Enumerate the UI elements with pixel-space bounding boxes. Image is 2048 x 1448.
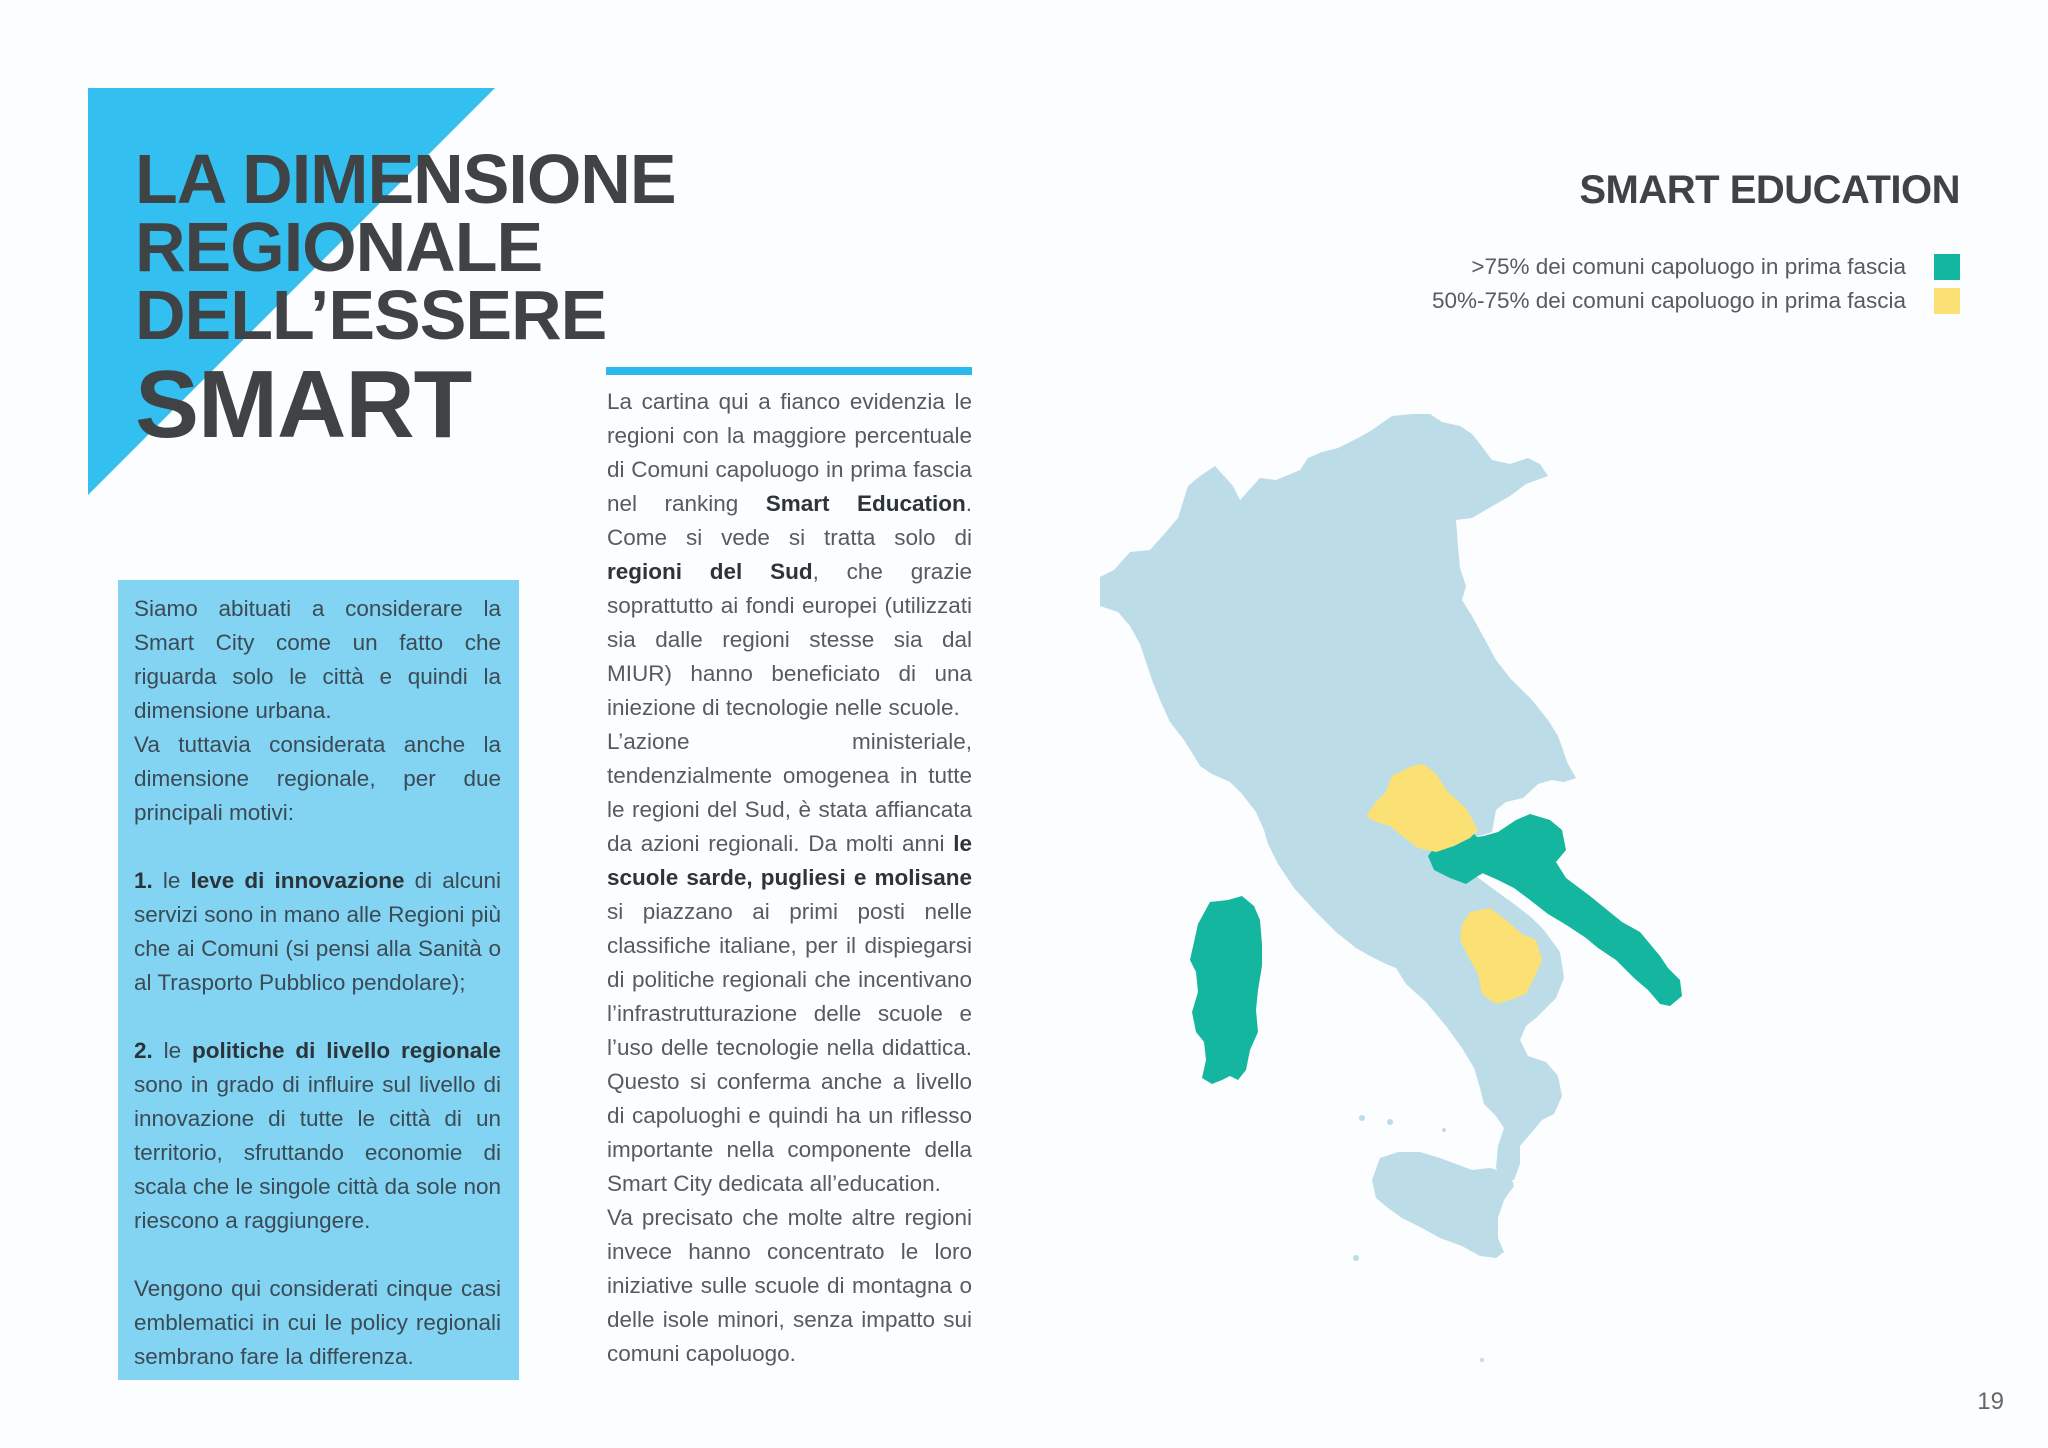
island (1442, 1128, 1446, 1132)
reason-1-bold: leve di innovazione (190, 868, 405, 893)
body-bold: Smart Education (765, 491, 966, 516)
intro-paragraph-3: Vengono qui considerati cinque casi emblematici in cui le policy regionali sembrano fare la differenza. (134, 1276, 501, 1369)
sardinia (1190, 896, 1262, 1084)
body-column (607, 385, 972, 1371)
page-title (135, 140, 676, 461)
island (1480, 1358, 1484, 1362)
reason-2-number: 2. (134, 1038, 153, 1063)
island (1359, 1115, 1365, 1121)
legend-item-high (1432, 250, 1960, 284)
title-line-2: REGIONALE (135, 208, 543, 286)
reason-1-pre: le (152, 868, 191, 893)
intro-paragraph-1: Siamo abituati a considerare la Smart City come un fatto che riguarda solo le città e quindi la dimensione urbana. (134, 596, 501, 723)
reason-2-text: sono in grado di influire sul livello di innovazione di tutte le città di un territorio, sfruttando economie di scala che le singole città da sole non riescono a raggiungere. (134, 1072, 501, 1233)
legend-item-mid (1432, 284, 1960, 318)
body-paragraph-2 (607, 725, 972, 1201)
italy-mainland (1100, 414, 1576, 1180)
legend-label-high: >75% dei comuni capoluogo in prima fascia (1471, 254, 1906, 279)
italy-map (1100, 400, 1880, 1380)
map-title: SMART EDUCATION (1579, 168, 1960, 212)
legend-swatch-high (1934, 254, 1960, 280)
reason-2 (134, 1034, 501, 1238)
body-text: . Come si vede si tratta solo di (607, 491, 973, 550)
body-text: , che grazie soprattutto ai fondi europei (utilizzati sia dalle regioni stesse sia dal MIUR) hanno beneficiato di una iniezione di tecnologie nelle scuole. (607, 559, 973, 720)
body-bold: le scuole sarde, pugliesi e molisane (607, 831, 972, 890)
island (1340, 840, 1348, 848)
body-paragraph-3: Va precisato che molte altre regioni invece hanno concentrato le loro iniziative sulle scuole di montagna o delle isole minori, senza impatto sui comuni capoluogo. (607, 1205, 972, 1366)
island (1353, 1255, 1359, 1261)
legend-label-mid: 50%-75% dei comuni capoluogo in prima fascia (1431, 288, 1906, 313)
title-line-4: SMART (135, 351, 472, 458)
body-paragraph-1 (607, 385, 972, 725)
reason-1-text: di alcuni servizi sono in mano alle Regioni più che ai Comuni (si pensi alla Sanità o al Trasporto Pubblico pendolare); (134, 868, 501, 995)
column-accent-bar (606, 367, 972, 375)
body-text: si piazzano ai primi posti nelle classifiche italiane, per il dispiegarsi di politiche regionali che incentivano l’infrastrutturazione delle scuole e l’uso delle tecnologie nella didattica. Questo si conferma anche a livello di capoluoghi e quindi ha un riflesso importante nella componente della Smart City dedicata all’education. (607, 899, 972, 1196)
island (1387, 1119, 1393, 1125)
reason-2-pre: le (152, 1038, 193, 1063)
intro-box (118, 580, 519, 1380)
page-number: 19 (1977, 1388, 2004, 1415)
body-text: L’azione ministeriale, tendenzialmente omogenea in tutte le regioni del Sud, è stata affiancata da azioni regionali. Da molti anni (607, 729, 972, 856)
reason-2-bold: politiche di livello regionale (192, 1038, 502, 1063)
intro-paragraph-2: Va tuttavia considerata anche la dimensione regionale, per due principali motivi: (134, 732, 501, 825)
island (1293, 749, 1299, 755)
reason-1 (134, 864, 501, 1000)
map-legend (1432, 250, 1960, 318)
body-text: La cartina qui a fianco evidenzia le regioni con la maggiore percentuale di Comuni capoluogo in prima fascia nel ranking (607, 389, 972, 516)
legend-swatch-mid (1934, 288, 1960, 314)
title-line-1: LA DIMENSIONE (135, 140, 676, 218)
reason-1-number: 1. (134, 868, 153, 893)
sicily (1372, 1152, 1514, 1258)
body-bold: regioni del Sud (607, 559, 813, 584)
title-line-3: DELL’ESSERE (135, 276, 607, 354)
